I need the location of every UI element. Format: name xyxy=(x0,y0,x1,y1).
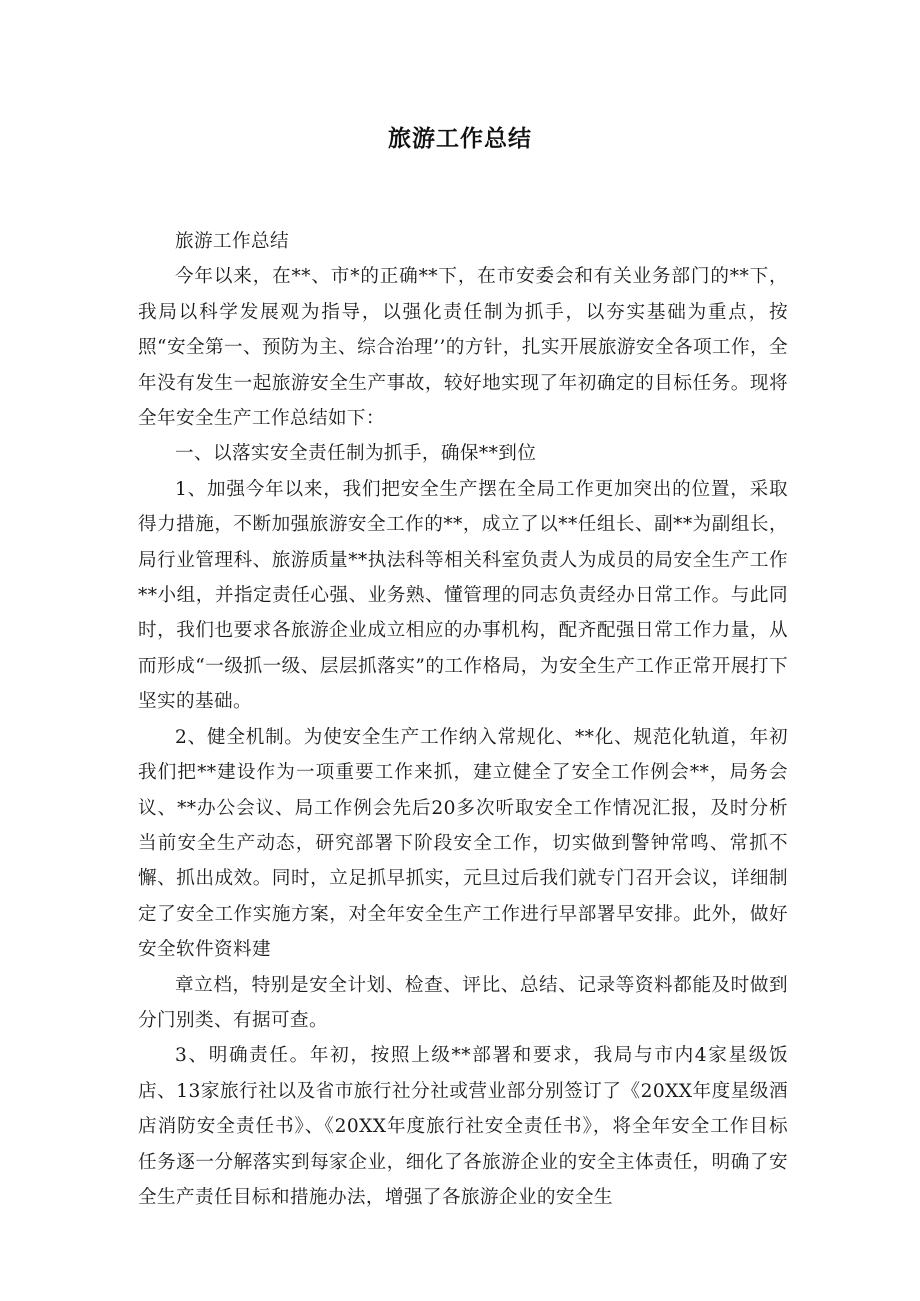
document-title: 旅游工作总结 xyxy=(388,126,532,152)
paragraph-continuation: 章立档，特别是安全计划、检查、评比、总结、记录等资料都能及时做到分门别类、有据可查。 xyxy=(138,974,788,1031)
paragraph-item-1: 1、加强今年以来，我们把安全生产摆在全局工作更加突出的位置，采取得力措施，不断加强旅游安全工作的**，成立了以**任组长、副**为副组长，局行业管理科、旅游质量**执法科等相关科室负责人为成员的局安全生产工作**小组，并指定责任心强、业务熟、懂管理的同志负责经办日常工作。与此同时，我们也要求各旅游企业成立相应的办事机构，配齐配强日常工作力量，从而形成“一级抓一级、层层抓落实”的工作格局，为安全生产工作正常开展打下坚实的基础。 xyxy=(138,478,788,713)
paragraph-item-3: 3、明确责任。年初，按照上级**部署和要求，我局与市内4家星级饭店、13家旅行社以及省市旅行社分社或营业部分别签订了《20XX年度星级酒店消防安全责任书》、《20XX年度旅行社安全责任书》，将全年安全工作目标任务逐一分解落实到每家企业，细化了各旅游企业的安全主体责任，明确了安全生产责任目标和措施办法，增强了各旅游企业的安全生 xyxy=(138,1045,788,1208)
paragraph-item-2: 2、健全机制。为使安全生产工作纳入常规化、**化、规范化轨道，年初我们把**建设作为一项重要工作来抓，建立健全了安全工作例会**，局务会议、**办公会议、局工作例会先后20多次听取安全工作情况汇报，及时分析当前安全生产动态，研究部署下阶段安全工作，切实做到警钟常鸣、常抓不懈、抓出成效。同时，立足抓早抓实，元旦过后我们就专门召开会议，详细制定了安全工作实施方案，对全年安全生产工作进行早部署早安排。此外，做好安全软件资料建 xyxy=(138,726,788,961)
paragraph-intro: 今年以来，在**、市*的正确**下，在市安委会和有关业务部门的**下，我局以科学发展观为指导，以强化责任制为抓手，以夯实基础为重点，按照“安全第一、预防为主、综合治理’’的方针，扎实开展旅游安全各项工作，全年没有发生一起旅游安全生产事故，较好地实现了年初确定的目标任务。现将全年安全生产工作总结如下： xyxy=(138,266,788,430)
document-body xyxy=(138,224,788,1215)
section-heading-1: 一、以落实安全责任制为抓手，确保**到位 xyxy=(175,443,537,465)
paragraph-subtitle: 旅游工作总结 xyxy=(175,231,289,252)
